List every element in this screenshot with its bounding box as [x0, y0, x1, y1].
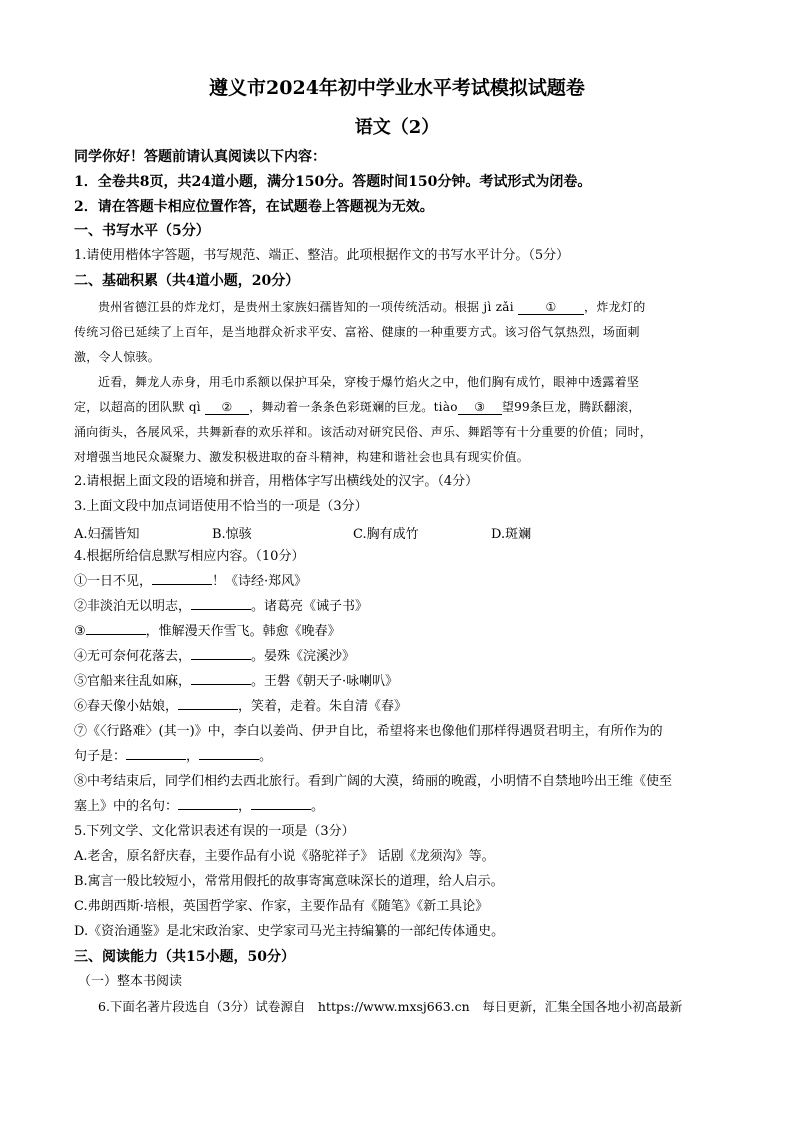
recite-item-7: ⑦《〈行路难〉(其一)》中，李白以姜尚、伊尹自比，希望将来也像他们那样得遇贤君明主，有所作为的	[74, 724, 663, 739]
page-subtitle: 语文（2）	[354, 117, 440, 138]
notice-rule-2: 2．请在答题卡相应位置作答，在试题卷上答题视为无效。	[74, 199, 434, 215]
question-2: 2.请根据上面文段的语境和拼音，用楷体字写出横线处的汉字。（4分）	[74, 474, 479, 489]
question-6: 6.下面名著片段选自（3分）试卷源自 https://www.mxsj663.cn 每日更新，汇集全国各地小初高最新	[98, 999, 683, 1014]
question-5-stem: 5.下列文学、文化常识表述有误的一项是（3分）	[74, 824, 355, 839]
recite-text: ⑥春天像小姑娘，	[74, 699, 179, 714]
answer-blank	[191, 684, 251, 685]
passage-text: 定，以超高的团队默 qì	[74, 400, 201, 414]
recite-item-5	[74, 673, 398, 691]
answer-blank	[199, 759, 259, 760]
recite-item-2	[74, 598, 368, 616]
answer-blank	[251, 809, 311, 810]
question-4-stem: 4.根据所给信息默写相应内容。（10分）	[74, 549, 305, 564]
passage-line	[98, 298, 646, 316]
recite-text: ①一日不见，	[74, 574, 153, 589]
question-3-option-a: A.妇孺皆知	[74, 527, 140, 542]
recite-text: ，笑着，走着。朱自清《春》	[238, 699, 408, 714]
recite-text: ！《诗经·郑风》	[212, 574, 308, 589]
recite-text: 。晏殊《浣溪沙》	[251, 649, 356, 664]
recite-text: 塞上》中的名句：	[74, 799, 179, 814]
recite-item-6	[74, 698, 407, 716]
page-title: 遵义市2024年初中学业水平考试模拟试题卷	[209, 77, 585, 99]
question-3-option-c: C.胸有成竹	[353, 527, 419, 542]
passage-line: 对增强当地民众凝聚力、激发积极进取的奋斗精神，构建和谐社会也具有现实价值。	[74, 450, 530, 464]
answer-blank	[178, 809, 238, 810]
question-5-option-a: A.老舍，原名舒庆春，主要作品有小说《骆驼祥子》 话剧《龙须沟》等。	[74, 849, 495, 864]
passage-text: ，炸龙灯的	[584, 300, 646, 314]
passage-line: 涌向街头，各展风采，共舞新春的欢乐祥和。该活动对研究民俗、声乐、舞蹈等有十分重要的价值；同时，	[74, 425, 653, 439]
section-2-heading: 二、基础积累（共4道小题，20分）	[74, 273, 300, 289]
recite-text: 。诸葛亮《诫子书》	[251, 599, 369, 614]
recite-item-8: ⑧中考结束后，同学们相约去西北旅行。看到广阔的大漠，绮丽的晚霞，小明情不自禁地吟出王维《使至	[74, 774, 673, 789]
notice-rule-1: 1．全卷共8页，共24道小题，满分150分。答题时间150分钟。考试形式为闭卷。	[74, 174, 592, 190]
answer-blank	[178, 709, 238, 710]
recite-text: ③	[74, 624, 86, 639]
recite-text: 。王磐《朝天子·咏喇叭》	[251, 674, 399, 689]
recite-item-4	[74, 648, 355, 666]
recite-text: 句子是：	[74, 749, 127, 764]
passage-line	[74, 398, 641, 416]
passage-blank-1: ①	[518, 300, 584, 315]
recite-item-8-answer	[74, 798, 324, 816]
subsection-heading: （一）整本书阅读	[78, 974, 183, 989]
passage-blank-2: ②	[205, 400, 249, 415]
question-5-option-c: C.弗朗西斯·培根，英国哲学家、作家，主要作品有《随笔》《新工具论》	[74, 899, 489, 914]
question-3-option-b: B.惊骇	[212, 527, 252, 542]
passage-text: 望99条巨龙，腾跃翻滚，	[501, 400, 641, 414]
recite-text: ，惟解漫天作雪飞。韩愈《晚春》	[145, 624, 341, 639]
answer-blank	[191, 659, 251, 660]
passage-text: ，舞动着一条条色彩斑斓的巨龙。tiào	[249, 400, 458, 414]
recite-item-3	[74, 623, 341, 641]
recite-text: ②非淡泊无以明志，	[74, 599, 192, 614]
question-5-option-d: D.《资治通鉴》是北宋政治家、史学家司马光主持编纂的一部纪传体通史。	[74, 924, 505, 939]
answer-blank	[86, 634, 146, 635]
section-3-heading: 三、阅读能力（共15小题，50分）	[74, 949, 295, 965]
answer-blank	[126, 759, 186, 760]
recite-text: 。	[259, 749, 273, 764]
recite-text: ，	[238, 799, 252, 814]
recite-item-7-answer	[74, 748, 272, 766]
recite-text: ⑤官船来往乱如麻，	[74, 674, 192, 689]
answer-blank	[152, 584, 212, 585]
recite-text: ，	[186, 749, 200, 764]
recite-item-1	[74, 573, 307, 591]
passage-blank-3: ③	[458, 400, 502, 415]
notice-greeting: 同学你好！答题前请认真阅读以下内容：	[74, 149, 326, 165]
passage-text: 贵州省德江县的炸龙灯，是贵州土家族妇孺皆知的一项传统活动。根据 jì zǎi	[98, 300, 514, 314]
recite-text: ④无可奈何花落去，	[74, 649, 192, 664]
section-1-heading: 一、书写水平（5分）	[74, 223, 210, 239]
passage-line: 传统习俗已延续了上百年，是当地群众祈求平安、富裕、健康的一种重要方式。该习俗气氛热烈，场面刺	[74, 325, 640, 339]
question-3-option-d: D.斑斓	[491, 527, 532, 542]
answer-blank	[191, 609, 251, 610]
recite-text: 。	[311, 799, 325, 814]
question-5-option-b: B.寓言一般比较短小，常常用假托的故事寄寓意味深长的道理，给人启示。	[74, 874, 504, 889]
passage-line: 激，令人惊骇。	[74, 350, 161, 364]
question-3-stem: 3.上面文段中加点词语使用不恰当的一项是（3分）	[74, 499, 368, 514]
question-1: 1.请使用楷体字答题，书写规范、端正、整洁。此项根据作文的书写水平计分。（5分）	[74, 248, 570, 263]
passage-line: 近看，舞龙人赤身，用毛巾系额以保护耳朵，穿梭于爆竹焰火之中，他们胸有成竹，眼神中透露着坚	[98, 375, 640, 389]
